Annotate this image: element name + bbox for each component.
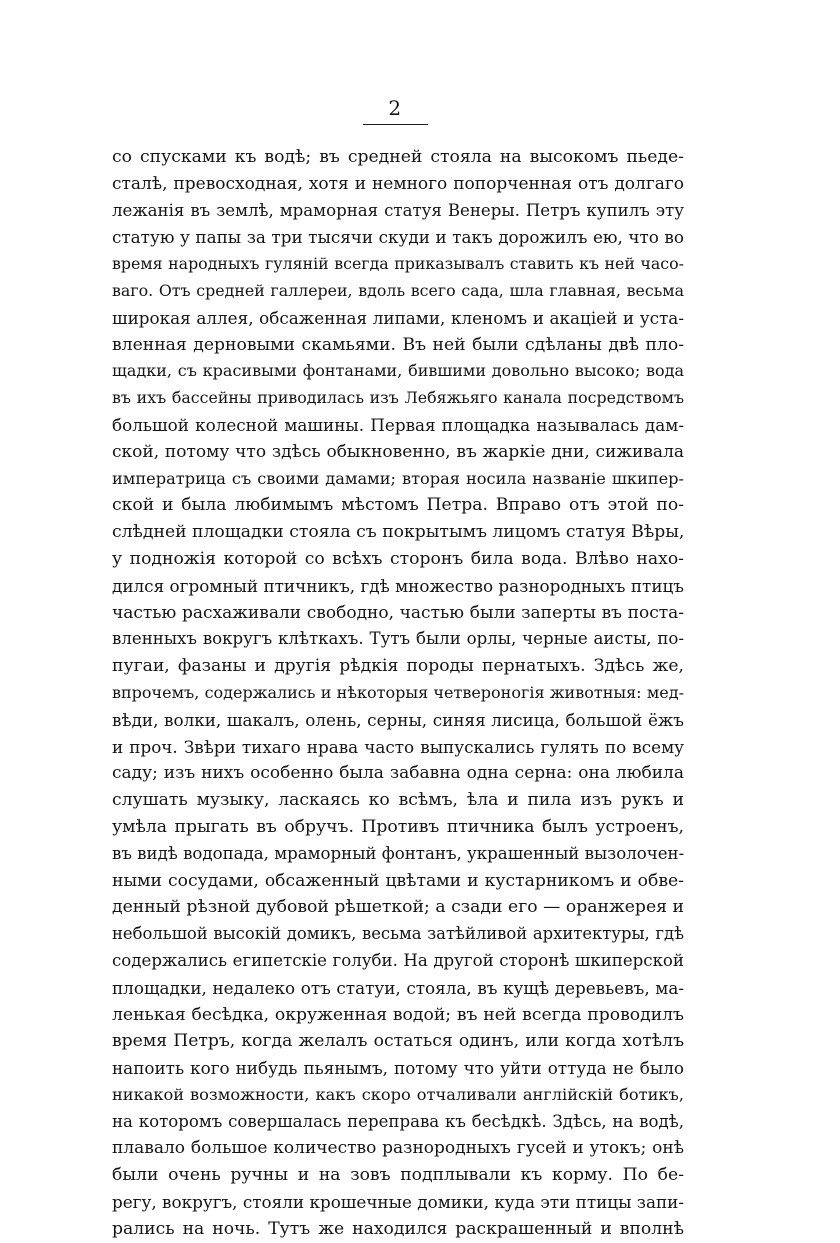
- page-number: 2: [388, 96, 402, 120]
- text-line: ленькая бесѣдка, окруженная водой; въ ней всегда проводилъ: [112, 1004, 684, 1025]
- text-line: пугаи, фазаны и другія рѣдкія породы пернатыхъ. Здѣсь же,: [112, 656, 684, 677]
- text-line: небольшой высокій домикъ, весьма затѣйливой архитектуры, гдѣ: [112, 924, 684, 944]
- text-line: впрочемъ, содержались и нѣкоторыя четвероногія животныя: мед-: [112, 682, 684, 702]
- text-line: рались на ночь. Тутъ же находился раскрашенный и вполнѣ: [112, 1218, 684, 1239]
- text-line: статую у папы за три тысячи скуди и такъ дорожилъ ею, что во: [112, 227, 684, 248]
- text-line: время Петръ, когда желалъ остаться одинъ, или когда хотѣлъ: [112, 1031, 684, 1052]
- text-line: ваго. Отъ средней галлереи, вдоль всего сада, шла главная, весьма: [112, 280, 684, 300]
- text-line: щадки, съ красивыми фонтанами, бившими довольно высоко; вода: [112, 361, 684, 381]
- text-line: въ видѣ водопада, мраморный фонтанъ, украшенный вызолочен-: [112, 843, 684, 863]
- text-line: вѣди, волки, шакалъ, олень, серны, синяя лисица, большой ёжъ: [112, 709, 684, 730]
- text-line: императрица съ своими дамами; вторая носила названіе шкипер-: [112, 468, 684, 488]
- text-line: у подножія которой со всѣхъ сторонъ била вода. Влѣво нахо-: [112, 548, 684, 569]
- text-line: умѣла прыгать въ обручъ. Противъ птичника былъ устроенъ,: [112, 816, 684, 837]
- text-line: слушать музыку, ласкаясь ко всѣмъ, ѣла и пила изъ рукъ и: [112, 790, 684, 811]
- text-line: саду; изъ нихъ особенно была забавна одна серна: она любила: [112, 763, 684, 784]
- text-line: частью расхаживали свободно, частью были заперты въ поста-: [112, 602, 684, 623]
- text-line: ской и была любимымъ мѣстомъ Петра. Вправо отъ этой по-: [112, 495, 684, 516]
- body-text: [112, 144, 684, 1243]
- text-line: площадки, недалеко отъ статуи, стояла, въ кущѣ деревьевъ, ма-: [112, 977, 684, 998]
- text-line: никакой возможности, какъ скоро отчаливали англійскій ботикъ,: [112, 1084, 684, 1104]
- text-line: денный рѣзной дубовой рѣшеткой; а сзади его — оранжерея и: [112, 897, 684, 918]
- text-line: время народныхъ гуляній всегда приказывалъ ставить къ ней часо-: [112, 254, 684, 274]
- text-line: лежанія въ землѣ, мраморная статуя Венеры. Петръ купилъ эту: [112, 200, 684, 220]
- text-line: сталѣ, превосходная, хотя и немного попорченная отъ долгаго: [112, 173, 684, 194]
- text-line: широкая аллея, обсаженная липами, кленомъ и акаціей и уста-: [112, 307, 684, 328]
- text-line: въ ихъ бассейны приводилась изъ Лебяжьяго канала посредствомъ: [112, 388, 684, 408]
- text-line: плавало большое количество разнородныхъ гусей и утокъ; онѣ: [112, 1138, 684, 1159]
- text-line: напоить кого нибудь пьянымъ, потому что уйти оттуда не было: [112, 1058, 684, 1079]
- text-line: были очень ручны и на зовъ подплывали къ корму. По бе-: [112, 1165, 684, 1186]
- text-line: регу, вокругъ, стояли крошечные домики, куда эти птицы запи-: [112, 1192, 684, 1213]
- text-line: слѣдней площадки стояла съ покрытымъ лицомъ статуя Вѣры,: [112, 522, 684, 543]
- text-line: большой колесной машины. Первая площадка называлась дам-: [112, 414, 684, 435]
- page-number-rule: [363, 124, 428, 125]
- text-line: ными сосудами, обсаженный цвѣтами и кустарникомъ и обве-: [112, 870, 684, 891]
- text-line: и проч. Звѣри тихаго нрава часто выпускались гулять по всему: [112, 736, 684, 757]
- text-line: содержались египетскіе голуби. На другой сторонѣ шкиперской: [112, 950, 684, 970]
- text-line: вленная дерновыми скамьями. Въ ней были сдѣланы двѣ пло-: [112, 334, 684, 355]
- text-line: со спусками къ водѣ; въ средней стояла на высокомъ пьеде-: [112, 147, 684, 167]
- text-line: дился огромный птичникъ, гдѣ множество разнородныхъ птицъ: [112, 575, 684, 596]
- text-line: на которомъ совершалась переправа къ бесѣдкѣ. Здѣсь, на водѣ,: [112, 1111, 684, 1131]
- text-line: ской, потому что здѣсь обыкновенно, въ жаркіе дни, сиживала: [112, 441, 684, 462]
- text-line: вленныхъ вокругъ клѣткахъ. Тутъ были орлы, черные аисты, по-: [112, 629, 684, 649]
